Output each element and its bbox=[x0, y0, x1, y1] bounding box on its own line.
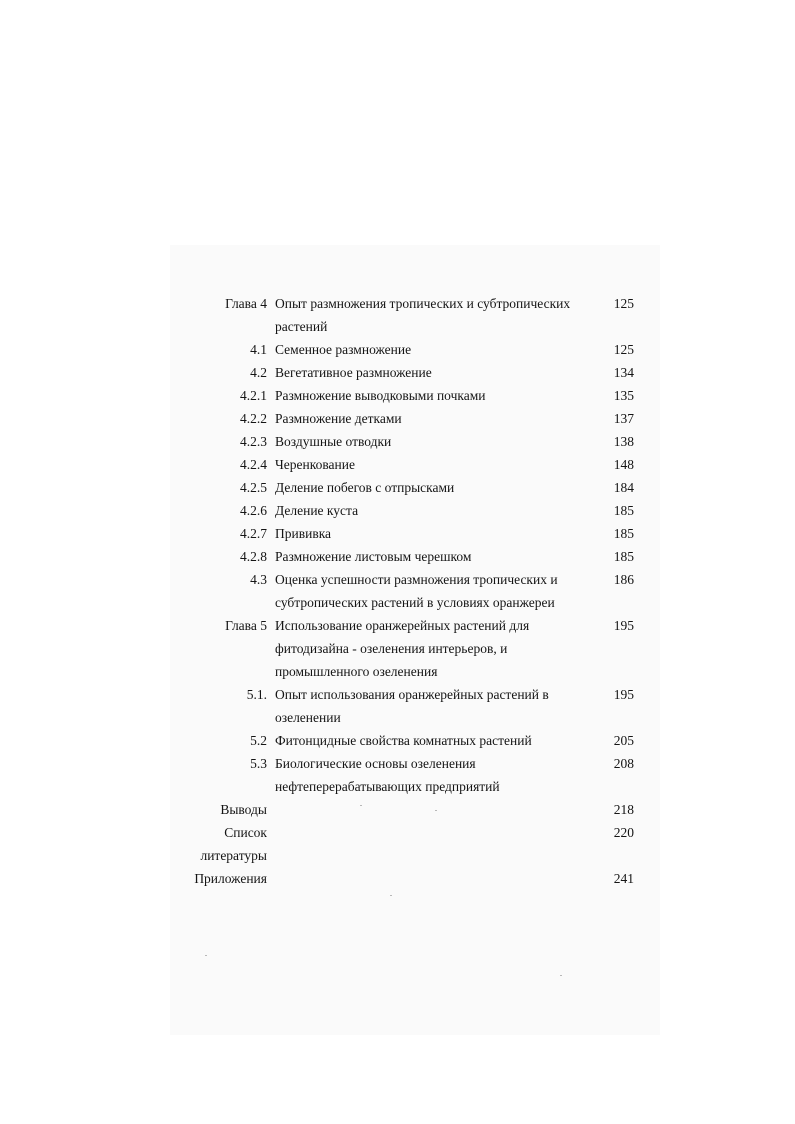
toc-number: 5.2 bbox=[250, 733, 267, 748]
toc-title: Деление куста bbox=[275, 503, 359, 518]
table-of-contents bbox=[185, 292, 645, 890]
toc-page-number: 148 bbox=[613, 457, 634, 472]
toc-number: 4.2.8 bbox=[240, 549, 267, 564]
toc-entry-references bbox=[185, 821, 645, 867]
toc-number: Список литературы bbox=[200, 825, 267, 863]
toc-page-number: 220 bbox=[613, 825, 634, 840]
toc-number: 5.1. bbox=[246, 687, 267, 702]
toc-entry-4-2-6 bbox=[185, 499, 645, 522]
toc-entry-5-2 bbox=[185, 729, 645, 752]
toc-number: Приложения bbox=[194, 871, 267, 886]
toc-title: Прививка bbox=[275, 526, 332, 541]
toc-number: 4.2.5 bbox=[240, 480, 267, 495]
toc-title: Размножение детками bbox=[275, 411, 402, 426]
toc-page-number: 184 bbox=[613, 480, 634, 495]
scan-speck bbox=[560, 975, 562, 976]
toc-page-number: 208 bbox=[613, 756, 634, 771]
toc-entry-chapter-4 bbox=[185, 292, 645, 338]
toc-number: 4.2.1 bbox=[240, 388, 267, 403]
toc-title: Семенное размножение bbox=[275, 342, 412, 357]
toc-title: Использование оранжерейных растений для фитодизайна - озеленения интерьеров, и промышленного озеленения bbox=[275, 618, 530, 679]
toc-title: Опыт размножения тропических и субтропических растений bbox=[275, 296, 571, 334]
toc-page-number: 185 bbox=[613, 526, 634, 541]
toc-page-number: 195 bbox=[613, 687, 634, 702]
toc-entry-4-1 bbox=[185, 338, 645, 361]
scan-speck bbox=[390, 895, 392, 896]
toc-entry-4-2-3 bbox=[185, 430, 645, 453]
toc-entry-chapter-5 bbox=[185, 614, 645, 683]
toc-number: 5.3 bbox=[250, 756, 267, 771]
toc-page-number: 135 bbox=[613, 388, 634, 403]
toc-page-number: 241 bbox=[613, 871, 634, 886]
toc-number: Выводы bbox=[220, 802, 267, 817]
toc-title: Вегетативное размножение bbox=[275, 365, 432, 380]
toc-page-number: 205 bbox=[613, 733, 634, 748]
toc-page-number: 185 bbox=[613, 503, 634, 518]
toc-number: Глава 5 bbox=[225, 618, 267, 633]
toc-page-number: 185 bbox=[613, 549, 634, 564]
toc-number: 4.2.4 bbox=[240, 457, 267, 472]
toc-entry-4-2-1 bbox=[185, 384, 645, 407]
toc-title: Деление побегов с отпрысками bbox=[275, 480, 455, 495]
toc-page-number: 134 bbox=[613, 365, 634, 380]
toc-entry-4-2 bbox=[185, 361, 645, 384]
toc-entry-4-3 bbox=[185, 568, 645, 614]
toc-number: 4.2.6 bbox=[240, 503, 267, 518]
toc-title: Оценка успешности размножения тропических и субтропических растений в условиях оранжереи bbox=[275, 572, 558, 610]
toc-entry-conclusions bbox=[185, 798, 645, 821]
toc-number: 4.3 bbox=[250, 572, 267, 587]
toc-number: 4.1 bbox=[250, 342, 267, 357]
toc-page-number: 138 bbox=[613, 434, 634, 449]
toc-page-number: 137 bbox=[613, 411, 634, 426]
toc-title: Опыт использования оранжерейных растений в озеленении bbox=[275, 687, 549, 725]
toc-entry-4-2-4 bbox=[185, 453, 645, 476]
toc-entry-4-2-8 bbox=[185, 545, 645, 568]
toc-page-number: 218 bbox=[613, 802, 634, 817]
toc-entry-5-3 bbox=[185, 752, 645, 798]
toc-title: Черенкование bbox=[275, 457, 355, 472]
toc-entry-5-1 bbox=[185, 683, 645, 729]
toc-title: Размножение выводковыми почками bbox=[275, 388, 486, 403]
toc-number: 4.2.2 bbox=[240, 411, 267, 426]
toc-title: Воздушные отводки bbox=[275, 434, 392, 449]
toc-entry-4-2-5 bbox=[185, 476, 645, 499]
toc-page-number: 125 bbox=[613, 342, 634, 357]
toc-entry-4-2-7 bbox=[185, 522, 645, 545]
toc-title: Биологические основы озеленения нефтеперерабатывающих предприятий bbox=[275, 756, 500, 794]
toc-number: 4.2.3 bbox=[240, 434, 267, 449]
toc-page-number: 186 bbox=[613, 572, 634, 587]
toc-number: 4.2.7 bbox=[240, 526, 267, 541]
toc-page-number: 195 bbox=[613, 618, 634, 633]
toc-entry-appendices bbox=[185, 867, 645, 890]
toc-title: Размножение листовым черешком bbox=[275, 549, 472, 564]
toc-page-number: 125 bbox=[613, 296, 634, 311]
toc-number: 4.2 bbox=[250, 365, 267, 380]
toc-number: Глава 4 bbox=[225, 296, 267, 311]
toc-entry-4-2-2 bbox=[185, 407, 645, 430]
scan-speck bbox=[205, 955, 207, 956]
toc-title: Фитонцидные свойства комнатных растений bbox=[275, 733, 532, 748]
